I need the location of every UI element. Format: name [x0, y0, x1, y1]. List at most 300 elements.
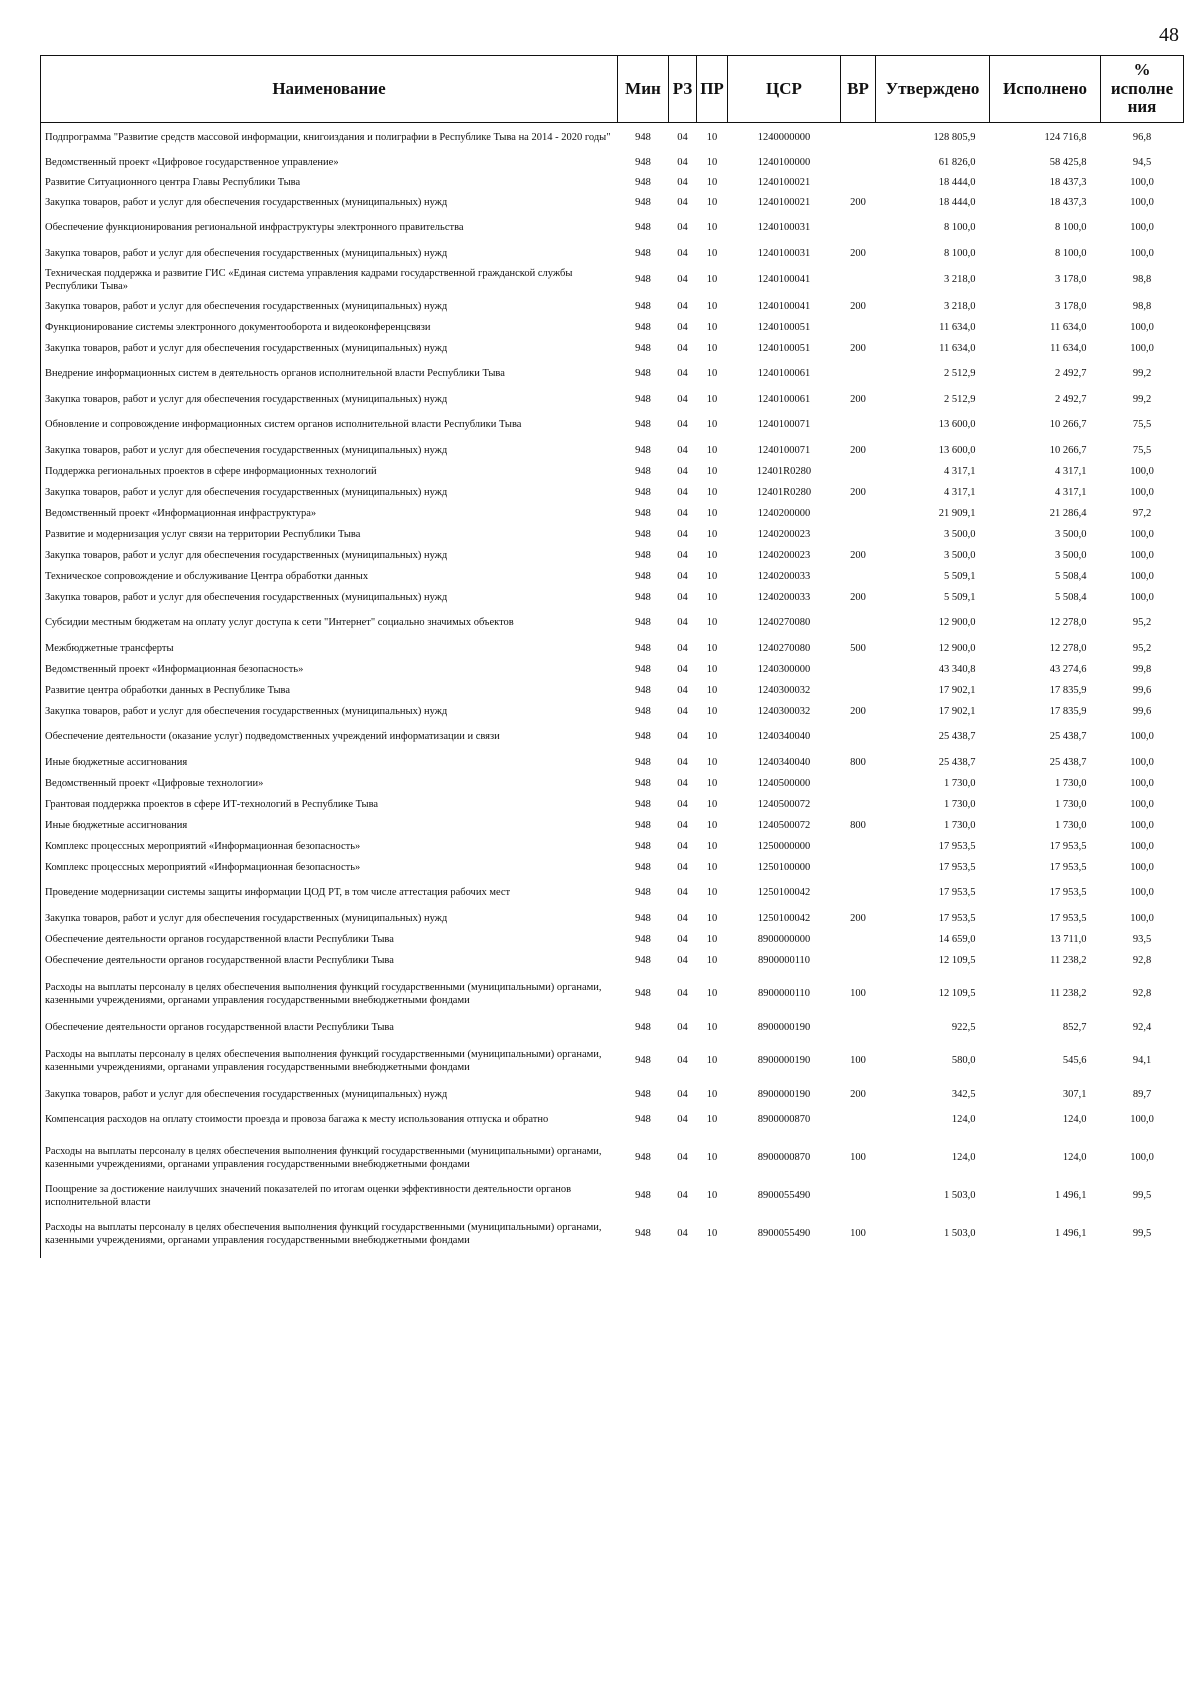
table-row — [41, 1106, 1184, 1136]
row-pr: 10 — [706, 156, 718, 168]
row-rz: 04 — [677, 1152, 688, 1164]
row-min: 948 — [635, 274, 651, 286]
row-name: Закупка товаров, работ и услуг для обеспечения государственных (муниципальных) нужд — [41, 1085, 618, 1106]
row-executed: 10 266,7 — [1049, 419, 1087, 431]
row-approved: 17 902,1 — [938, 684, 976, 696]
row-vr: 200 — [850, 247, 866, 259]
row-approved: 12 109,5 — [938, 988, 976, 1000]
row-pr: 10 — [706, 1152, 718, 1164]
row-rz: 04 — [677, 368, 688, 380]
row-min: 948 — [635, 617, 651, 629]
row-rz: 04 — [677, 591, 688, 603]
row-name: Поддержка региональных проектов в сфере информационных технологий — [41, 462, 618, 483]
row-vr — [841, 681, 876, 702]
row-csr: 8900000870 — [757, 1152, 811, 1164]
row-name: Обновление и сопровождение информационных систем органов исполнительной власти Республики Тыва — [41, 411, 618, 441]
row-csr: 1240270080 — [757, 642, 811, 654]
row-percent: 100,0 — [1130, 247, 1154, 259]
row-name: Развитие центра обработки данных в Республике Тыва — [41, 681, 618, 702]
row-executed: 3 500,0 — [1055, 549, 1087, 561]
row-executed: 12 278,0 — [1049, 642, 1087, 654]
row-percent: 92,8 — [1132, 988, 1152, 1000]
row-approved: 18 444,0 — [938, 176, 976, 188]
table-row — [41, 816, 1184, 837]
row-percent: 89,7 — [1132, 1088, 1152, 1100]
row-pr: 10 — [706, 887, 718, 899]
row-min: 948 — [635, 176, 651, 188]
row-name: Закупка товаров, работ и услуг для обеспечения государственных (муниципальных) нужд — [41, 193, 618, 214]
row-name: Расходы на выплаты персоналу в целях обеспечения выполнения функций государственными (муниципальными) органами, казенными учреждениями, органами управления государственными внебюджетными фондами — [41, 1039, 618, 1085]
table-row — [41, 951, 1184, 972]
row-min: 948 — [635, 549, 651, 561]
row-executed: 17 953,5 — [1049, 861, 1087, 873]
header-executed: Исполнено — [990, 56, 1101, 123]
row-vr — [841, 411, 876, 441]
row-approved: 3 500,0 — [944, 528, 976, 540]
row-pr: 10 — [706, 954, 718, 966]
row-executed: 18 437,3 — [1049, 176, 1087, 188]
header-percent: % исполне ния — [1101, 56, 1184, 123]
row-name: Закупка товаров, работ и услуг для обеспечения государственных (муниципальных) нужд — [41, 588, 618, 609]
row-rz: 04 — [677, 777, 688, 789]
row-approved: 13 600,0 — [938, 419, 976, 431]
row-vr: 200 — [850, 196, 866, 208]
row-executed: 3 500,0 — [1055, 528, 1087, 540]
row-name: Закупка товаров, работ и услуг для обеспечения государственных (муниципальных) нужд — [41, 441, 618, 462]
row-pr: 10 — [706, 528, 718, 540]
row-percent: 100,0 — [1130, 342, 1154, 354]
row-executed: 4 317,1 — [1055, 465, 1087, 477]
row-rz: 04 — [677, 528, 688, 540]
row-name: Расходы на выплаты персоналу в целях обеспечения выполнения функций государственными (муниципальными) органами, казенными учреждениями, органами управления государственными внебюджетными фондами — [41, 1212, 618, 1258]
row-approved: 25 438,7 — [938, 756, 976, 768]
row-percent: 100,0 — [1130, 1152, 1154, 1164]
row-approved: 342,5 — [951, 1088, 976, 1100]
row-vr — [841, 504, 876, 525]
row-csr: 1240200023 — [757, 528, 811, 540]
row-percent: 100,0 — [1130, 222, 1154, 234]
row-pr: 10 — [706, 617, 718, 629]
row-approved: 17 953,5 — [938, 887, 976, 899]
header-csr: ЦСР — [728, 56, 841, 123]
row-name: Обеспечение деятельности органов государственной власти Республики Тыва — [41, 1018, 618, 1039]
row-approved: 17 953,5 — [938, 912, 976, 924]
row-csr: 1240200033 — [757, 591, 811, 603]
row-pr: 10 — [706, 861, 718, 873]
table-row — [41, 858, 1184, 879]
row-executed: 11 238,2 — [1050, 954, 1087, 966]
row-pr: 10 — [706, 368, 718, 380]
row-min: 948 — [635, 419, 651, 431]
row-approved: 2 512,9 — [944, 368, 976, 380]
row-percent: 96,8 — [1132, 131, 1152, 143]
row-vr: 800 — [850, 819, 866, 831]
row-csr: 1240100061 — [757, 368, 811, 380]
row-min: 948 — [635, 321, 651, 333]
row-percent: 98,8 — [1132, 300, 1152, 312]
row-vr — [841, 930, 876, 951]
row-percent: 99,2 — [1132, 393, 1152, 405]
table-row — [41, 609, 1184, 639]
row-rz: 04 — [677, 222, 688, 234]
row-rz: 04 — [677, 156, 688, 168]
row-approved: 4 317,1 — [944, 465, 976, 477]
row-approved: 11 634,0 — [939, 321, 976, 333]
table-row — [41, 702, 1184, 723]
row-approved: 1 503,0 — [944, 1190, 976, 1202]
row-approved: 580,0 — [951, 1055, 976, 1067]
row-min: 948 — [635, 861, 651, 873]
row-min: 948 — [635, 393, 651, 405]
row-csr: 1250100042 — [757, 887, 811, 899]
table-row — [41, 462, 1184, 483]
row-min: 948 — [635, 1228, 651, 1240]
row-percent: 99,6 — [1132, 684, 1152, 696]
row-percent: 100,0 — [1130, 176, 1154, 188]
row-csr: 1240100041 — [757, 274, 811, 286]
row-name: Компенсация расходов на оплату стоимости проезда и провоза багажа к месту использования отпуска и обратно — [41, 1106, 618, 1136]
row-pr: 10 — [706, 196, 718, 208]
row-name: Иные бюджетные ассигнования — [41, 816, 618, 837]
row-pr: 10 — [706, 591, 718, 603]
row-executed: 17 835,9 — [1049, 684, 1087, 696]
row-pr: 10 — [706, 840, 718, 852]
row-executed: 13 711,0 — [1050, 933, 1087, 945]
row-executed: 852,7 — [1062, 1021, 1087, 1033]
row-name: Обеспечение деятельности (оказание услуг) подведомственных учреждений информатизации и связи — [41, 723, 618, 753]
row-rz: 04 — [677, 549, 688, 561]
row-executed: 58 425,8 — [1049, 156, 1087, 168]
row-csr: 1250100000 — [757, 861, 811, 873]
row-executed: 124,0 — [1062, 1114, 1087, 1126]
row-executed: 5 508,4 — [1055, 570, 1087, 582]
row-vr — [841, 1182, 876, 1212]
row-name: Закупка товаров, работ и услуг для обеспечения государственных (муниципальных) нужд — [41, 702, 618, 723]
row-executed: 2 492,7 — [1055, 368, 1087, 380]
row-vr — [841, 609, 876, 639]
row-csr: 8900000190 — [757, 1055, 811, 1067]
row-percent: 99,8 — [1132, 663, 1152, 675]
row-min: 948 — [635, 1021, 651, 1033]
row-rz: 04 — [677, 684, 688, 696]
row-csr: 8900000190 — [757, 1088, 811, 1100]
row-pr: 10 — [706, 570, 718, 582]
row-pr: 10 — [706, 933, 718, 945]
row-percent: 99,5 — [1132, 1190, 1152, 1202]
row-percent: 100,0 — [1130, 465, 1154, 477]
row-executed: 5 508,4 — [1055, 591, 1087, 603]
row-vr: 200 — [850, 705, 866, 717]
row-executed: 3 178,0 — [1055, 274, 1087, 286]
row-csr: 1240000000 — [757, 131, 811, 143]
row-vr — [841, 153, 876, 174]
table-row — [41, 795, 1184, 816]
page-number: 48 — [1159, 24, 1179, 46]
row-approved: 1 730,0 — [944, 777, 976, 789]
table-row — [41, 153, 1184, 174]
row-csr: 1240100071 — [757, 444, 811, 456]
row-name: Субсидии местным бюджетам на оплату услуг доступа к сети "Интернет" социально значимых объектов — [41, 609, 618, 639]
table-row — [41, 723, 1184, 753]
row-vr: 100 — [850, 1055, 866, 1067]
row-pr: 10 — [706, 300, 718, 312]
row-percent: 100,0 — [1130, 570, 1154, 582]
row-rz: 04 — [677, 819, 688, 831]
row-executed: 1 496,1 — [1055, 1228, 1087, 1240]
row-percent: 100,0 — [1130, 756, 1154, 768]
row-csr: 1240100031 — [757, 222, 811, 234]
row-min: 948 — [635, 819, 651, 831]
row-percent: 94,5 — [1132, 156, 1152, 168]
row-rz: 04 — [677, 321, 688, 333]
row-rz: 04 — [677, 933, 688, 945]
row-min: 948 — [635, 444, 651, 456]
row-vr: 200 — [850, 300, 866, 312]
row-vr — [841, 858, 876, 879]
row-percent: 75,5 — [1132, 419, 1152, 431]
row-vr — [841, 123, 876, 153]
row-rz: 04 — [677, 731, 688, 743]
row-min: 948 — [635, 486, 651, 498]
row-csr: 8900000110 — [757, 954, 811, 966]
row-executed: 25 438,7 — [1049, 756, 1087, 768]
table-row — [41, 681, 1184, 702]
table-row — [41, 930, 1184, 951]
row-min: 948 — [635, 368, 651, 380]
row-name: Функционирование системы электронного документооборота и видеоконференцсвязи — [41, 318, 618, 339]
row-approved: 61 826,0 — [938, 156, 976, 168]
row-pr: 10 — [706, 342, 718, 354]
row-vr — [841, 265, 876, 297]
row-csr: 1240100000 — [757, 156, 811, 168]
row-min: 948 — [635, 1152, 651, 1164]
row-executed: 21 286,4 — [1049, 507, 1087, 519]
row-min: 948 — [635, 465, 651, 477]
row-name: Внедрение информационных систем в деятельность органов исполнительной власти Республики Тыва — [41, 360, 618, 390]
row-executed: 3 178,0 — [1055, 300, 1087, 312]
row-approved: 128 805,9 — [933, 131, 976, 143]
row-executed: 18 437,3 — [1049, 196, 1087, 208]
header-min: Мин — [618, 56, 669, 123]
row-percent: 99,2 — [1132, 368, 1152, 380]
budget-execution-table — [40, 55, 1184, 1258]
row-name: Закупка товаров, работ и услуг для обеспечения государственных (муниципальных) нужд — [41, 483, 618, 504]
row-vr — [841, 462, 876, 483]
row-pr: 10 — [706, 419, 718, 431]
row-percent: 100,0 — [1130, 861, 1154, 873]
row-vr — [841, 774, 876, 795]
row-name: Развитие Ситуационного центра Главы Республики Тыва — [41, 174, 618, 193]
row-vr — [841, 879, 876, 909]
row-approved: 5 509,1 — [944, 570, 976, 582]
row-name: Ведомственный проект «Цифровое государственное управление» — [41, 153, 618, 174]
row-min: 948 — [635, 642, 651, 654]
row-executed: 545,6 — [1062, 1055, 1087, 1067]
row-rz: 04 — [677, 300, 688, 312]
row-executed: 124 716,8 — [1044, 131, 1087, 143]
row-name: Иные бюджетные ассигнования — [41, 753, 618, 774]
row-percent: 100,0 — [1130, 798, 1154, 810]
row-vr: 200 — [850, 1088, 866, 1100]
row-name: Обеспечение деятельности органов государственной власти Республики Тыва — [41, 951, 618, 972]
row-csr: 12401R0280 — [756, 486, 812, 498]
row-pr: 10 — [706, 465, 718, 477]
row-executed: 11 238,2 — [1050, 988, 1087, 1000]
row-min: 948 — [635, 222, 651, 234]
table-row — [41, 297, 1184, 318]
row-pr: 10 — [706, 549, 718, 561]
table-row — [41, 639, 1184, 660]
row-rz: 04 — [677, 507, 688, 519]
row-vr — [841, 567, 876, 588]
row-pr: 10 — [706, 756, 718, 768]
row-executed: 1 730,0 — [1055, 777, 1087, 789]
row-pr: 10 — [706, 819, 718, 831]
row-executed: 17 953,5 — [1049, 840, 1087, 852]
row-min: 948 — [635, 912, 651, 924]
row-pr: 10 — [706, 274, 718, 286]
row-min: 948 — [635, 705, 651, 717]
row-vr: 200 — [850, 393, 866, 405]
row-rz: 04 — [677, 1228, 688, 1240]
row-approved: 17 902,1 — [938, 705, 976, 717]
table-header — [41, 56, 1184, 123]
row-rz: 04 — [677, 486, 688, 498]
table-row — [41, 483, 1184, 504]
row-rz: 04 — [677, 663, 688, 675]
row-approved: 12 109,5 — [938, 954, 976, 966]
row-csr: 1240100041 — [757, 300, 811, 312]
row-name: Закупка товаров, работ и услуг для обеспечения государственных (муниципальных) нужд — [41, 244, 618, 265]
row-pr: 10 — [706, 1114, 718, 1126]
row-vr: 200 — [850, 591, 866, 603]
table-row — [41, 1212, 1184, 1258]
row-csr: 1240340040 — [757, 731, 811, 743]
row-rz: 04 — [677, 570, 688, 582]
row-vr: 800 — [850, 756, 866, 768]
row-csr: 1240100051 — [757, 342, 811, 354]
row-pr: 10 — [706, 642, 718, 654]
row-csr: 8900000110 — [757, 988, 811, 1000]
table-row — [41, 214, 1184, 244]
row-csr: 1240100061 — [757, 393, 811, 405]
row-vr: 100 — [850, 1228, 866, 1240]
header-rz: РЗ — [669, 56, 697, 123]
row-rz: 04 — [677, 642, 688, 654]
row-approved: 12 900,0 — [938, 642, 976, 654]
row-rz: 04 — [677, 444, 688, 456]
row-min: 948 — [635, 196, 651, 208]
row-executed: 43 274,6 — [1049, 663, 1087, 675]
row-pr: 10 — [706, 486, 718, 498]
row-approved: 3 500,0 — [944, 549, 976, 561]
row-vr — [841, 174, 876, 193]
row-percent: 92,4 — [1132, 1021, 1152, 1033]
row-vr — [841, 723, 876, 753]
row-approved: 3 218,0 — [944, 300, 976, 312]
row-min: 948 — [635, 1114, 651, 1126]
table-row — [41, 193, 1184, 214]
row-vr: 200 — [850, 486, 866, 498]
row-min: 948 — [635, 777, 651, 789]
row-rz: 04 — [677, 798, 688, 810]
row-percent: 95,2 — [1132, 617, 1152, 629]
row-executed: 1 730,0 — [1055, 798, 1087, 810]
row-min: 948 — [635, 684, 651, 696]
row-min: 948 — [635, 988, 651, 1000]
row-vr: 200 — [850, 549, 866, 561]
row-csr: 1250100042 — [757, 912, 811, 924]
row-name: Ведомственный проект «Информационная безопасность» — [41, 660, 618, 681]
row-name: Комплекс процессных мероприятий «Информационная безопасность» — [41, 858, 618, 879]
row-approved: 1 730,0 — [944, 798, 976, 810]
table-row — [41, 504, 1184, 525]
row-name: Закупка товаров, работ и услуг для обеспечения государственных (муниципальных) нужд — [41, 339, 618, 360]
row-executed: 12 278,0 — [1049, 617, 1087, 629]
row-name: Обеспечение функционирования региональной инфраструктуры электронного правительства — [41, 214, 618, 244]
row-approved: 13 600,0 — [938, 444, 976, 456]
row-vr — [841, 795, 876, 816]
row-pr: 10 — [706, 131, 718, 143]
table-row — [41, 318, 1184, 339]
table-row — [41, 774, 1184, 795]
row-rz: 04 — [677, 465, 688, 477]
row-approved: 14 659,0 — [938, 933, 976, 945]
row-executed: 17 953,5 — [1049, 887, 1087, 899]
row-approved: 43 340,8 — [938, 663, 976, 675]
row-pr: 10 — [706, 798, 718, 810]
table-row — [41, 879, 1184, 909]
row-min: 948 — [635, 954, 651, 966]
row-name: Техническая поддержка и развитие ГИС «Единая система управления кадрами государственной гражданской службы Республики Тыва» — [41, 265, 618, 297]
row-rz: 04 — [677, 1114, 688, 1126]
row-pr: 10 — [706, 912, 718, 924]
row-approved: 124,0 — [951, 1152, 976, 1164]
row-vr: 100 — [850, 988, 866, 1000]
row-name: Развитие и модернизация услуг связи на территории Республики Тыва — [41, 525, 618, 546]
row-name: Межбюджетные трансферты — [41, 639, 618, 660]
row-pr: 10 — [706, 222, 718, 234]
row-name: Поощрение за достижение наилучших значений показателей по итогам оценки эффективности деятельности органов исполнительной власти — [41, 1182, 618, 1212]
row-rz: 04 — [677, 176, 688, 188]
table-row — [41, 123, 1184, 153]
row-vr: 200 — [850, 912, 866, 924]
table-row — [41, 1039, 1184, 1085]
table-row — [41, 339, 1184, 360]
row-approved: 4 317,1 — [944, 486, 976, 498]
table-row — [41, 411, 1184, 441]
row-pr: 10 — [706, 176, 718, 188]
row-vr — [841, 360, 876, 390]
row-csr: 1240100051 — [757, 321, 811, 333]
row-csr: 1240300032 — [757, 684, 811, 696]
row-pr: 10 — [706, 705, 718, 717]
row-min: 948 — [635, 1055, 651, 1067]
row-min: 948 — [635, 570, 651, 582]
row-vr — [841, 1018, 876, 1039]
row-approved: 2 512,9 — [944, 393, 976, 405]
row-rz: 04 — [677, 1055, 688, 1067]
row-rz: 04 — [677, 840, 688, 852]
row-min: 948 — [635, 798, 651, 810]
row-executed: 307,1 — [1062, 1088, 1087, 1100]
table-body — [41, 123, 1184, 1258]
row-name: Ведомственный проект «Цифровые технологии» — [41, 774, 618, 795]
row-name: Закупка товаров, работ и услуг для обеспечения государственных (муниципальных) нужд — [41, 909, 618, 930]
row-vr: 200 — [850, 444, 866, 456]
row-percent: 100,0 — [1130, 486, 1154, 498]
row-min: 948 — [635, 247, 651, 259]
